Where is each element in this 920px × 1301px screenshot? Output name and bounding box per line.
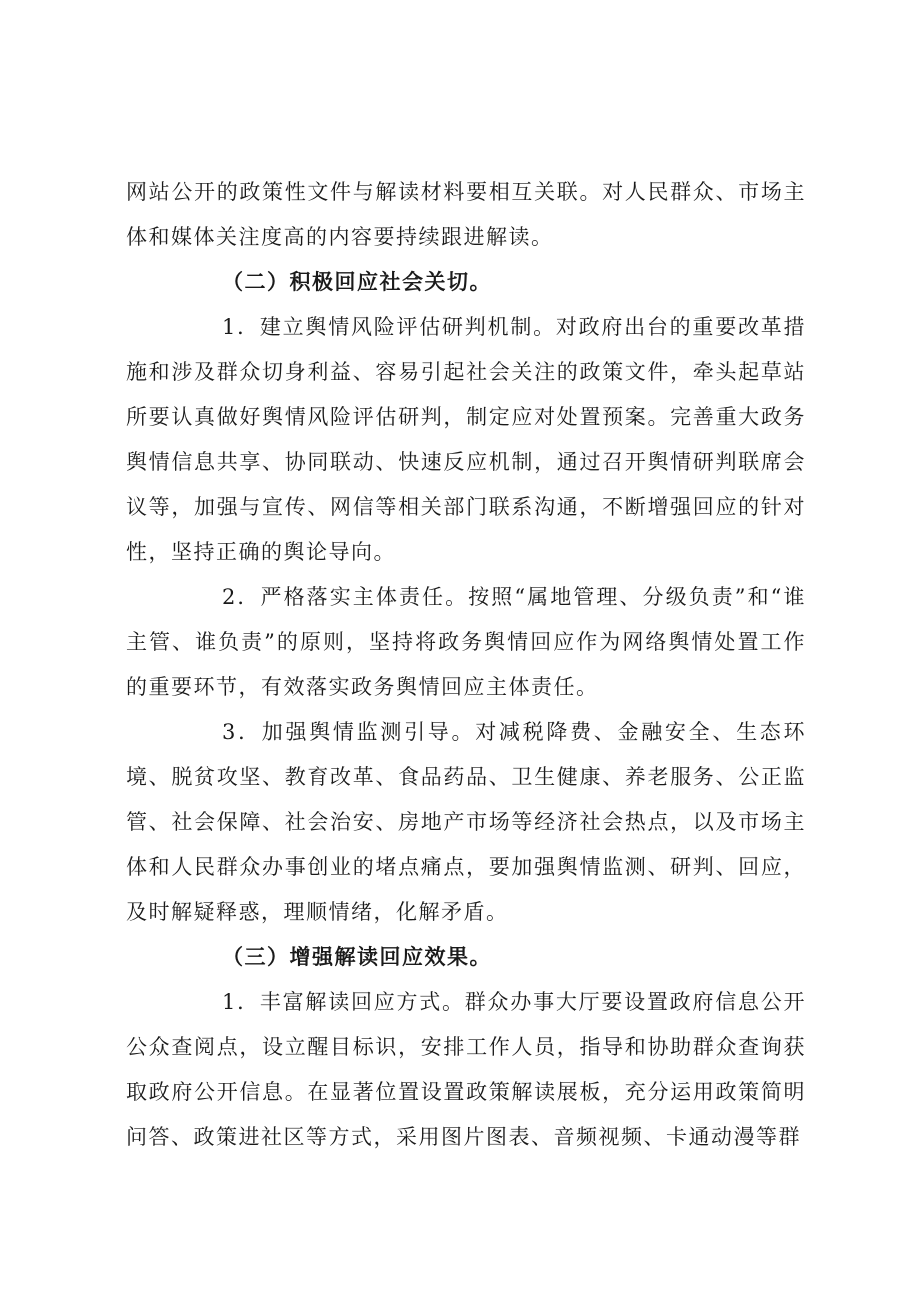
section-heading-3: （三）增强解读回应效果。 [222,945,492,969]
section-heading-2: （二）积极回应社会关切。 [222,270,492,294]
paragraph-continuation: 网站公开的政策性文件与解读材料要相互关联。对人民群众、市场主体和媒体关注度高的内容要持续跟进解读。 [126,180,806,249]
document-body [126,170,806,1160]
paragraph-item-2: 2．严格落实主体责任。按照“属地管理、分级负责”和“谁主管、谁负责”的原则，坚持将政务舆情回应作为网络舆情处置工作的重要环节，有效落实政务舆情回应主体责任。 [126,585,806,699]
paragraph-item-1: 1．建立舆情风险评估研判机制。对政府出台的重要改革措施和涉及群众切身利益、容易引起社会关注的政策文件，牵头起草站所要认真做好舆情风险评估研判，制定应对处置预案。完善重大政务舆情信息共享、协同联动、快速反应机制，通过召开舆情研判联席会议等，加强与宣传、网信等相关部门联系沟通，不断增强回应的针对性，坚持正确的舆论导向。 [126,315,806,564]
paragraph-item-3: 3．加强舆情监测引导。对减税降费、金融安全、生态环境、脱贫攻坚、教育改革、食品药品、卫生健康、养老服务、公正监管、社会保障、社会治安、房地产市场等经济社会热点，以及市场主体和人民群众办事创业的堵点痛点，要加强舆情监测、研判、回应，及时解疑释惑，理顺情绪，化解矛盾。 [126,720,806,924]
paragraph-item-4: 1．丰富解读回应方式。群众办事大厅要设置政府信息公开公众查阅点，设立醒目标识，安排工作人员，指导和协助群众查询获取政府公开信息。在显著位置设置政策解读展板，充分运用政策简明问答、政策进社区等方式，采用图片图表、音频视频、卡通动漫等群 [126,990,806,1149]
